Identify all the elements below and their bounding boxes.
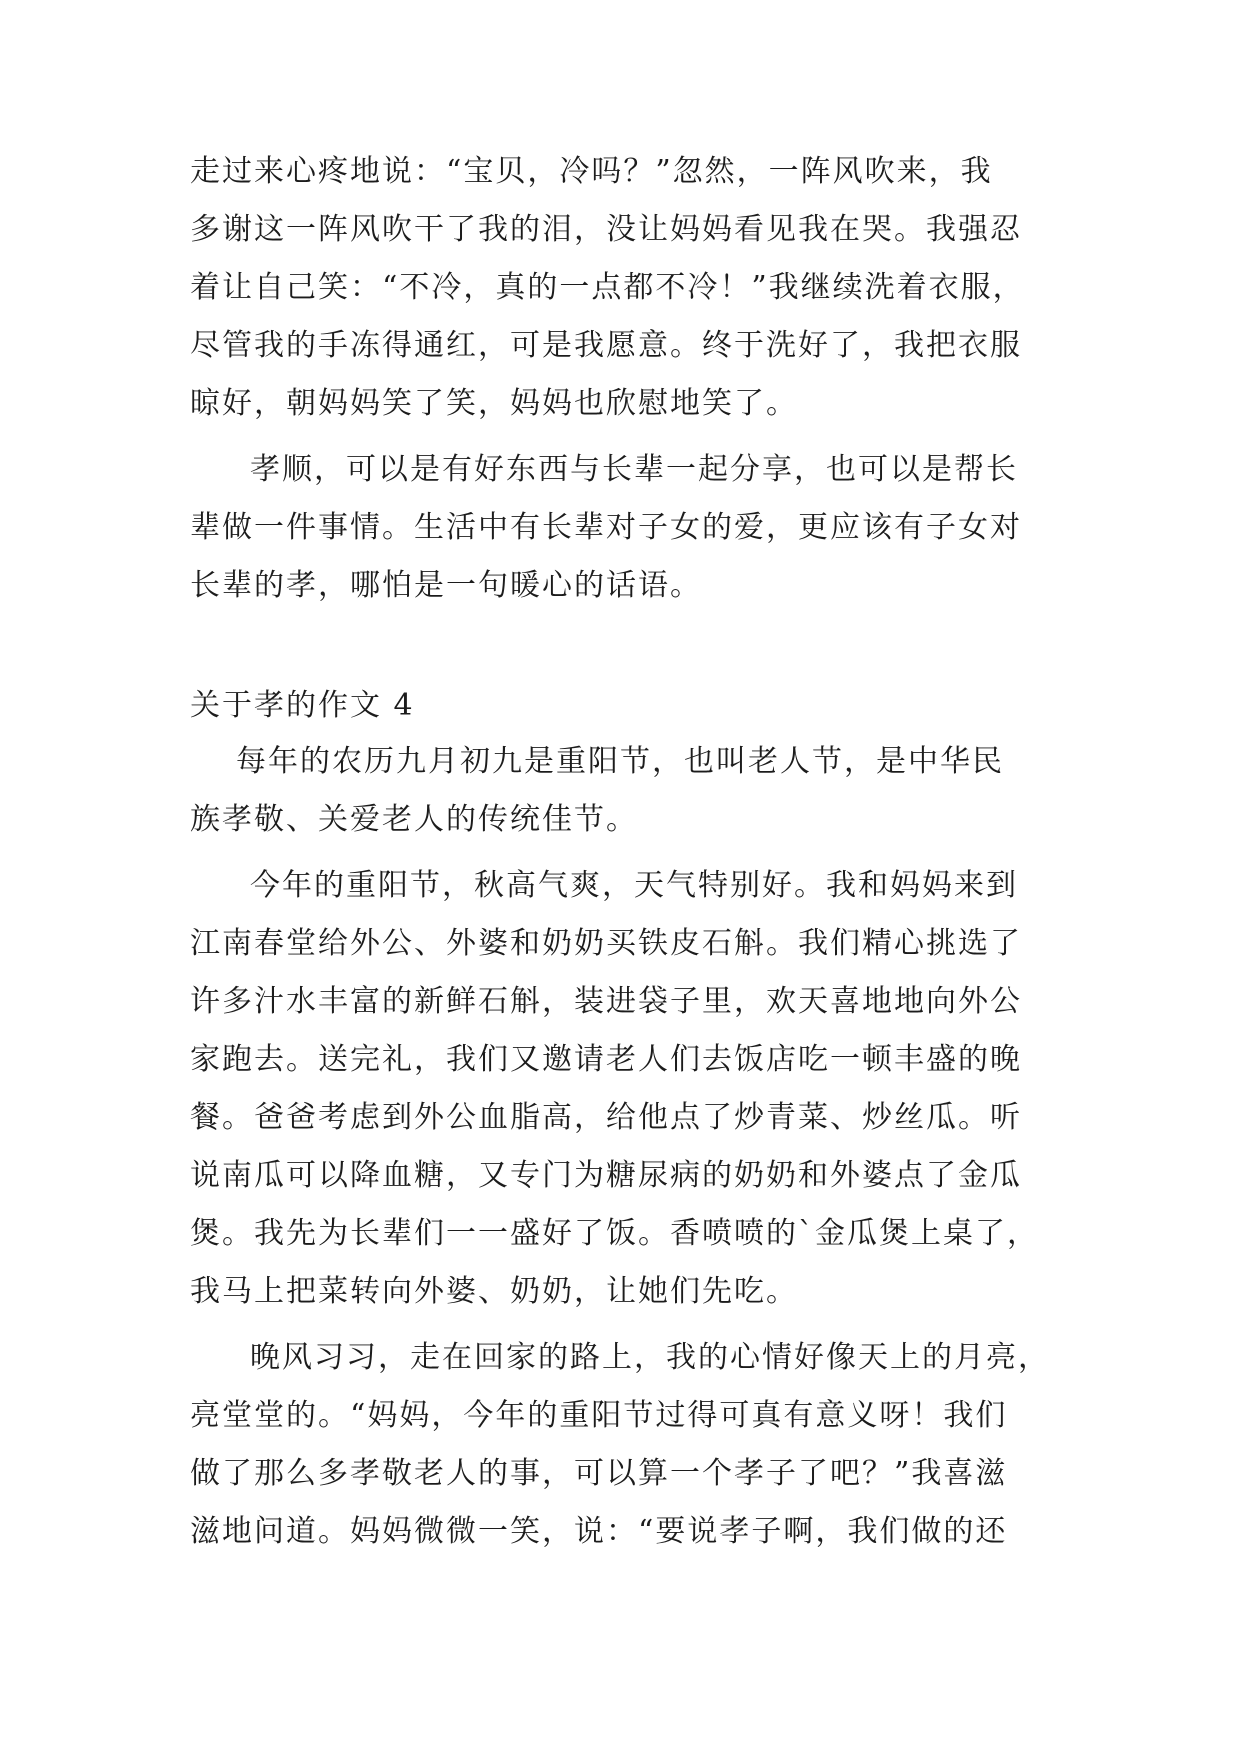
paragraph-line: 煲。我先为长辈们一一盛好了饭。香喷喷的`金瓜煲上桌了， (190, 1216, 1039, 1251)
paragraph-line: 餐。爸爸考虑到外公血脂高，给他点了炒青菜、炒丝瓜。听 (190, 1100, 1022, 1135)
paragraph-line: 晚风习习，走在回家的路上，我的心情好像天上的月亮， (250, 1340, 1050, 1375)
paragraph-line: 辈做一件事情。生活中有长辈对子女的爱，更应该有子女对 (190, 510, 1022, 545)
paragraph-line: 家跑去。送完礼，我们又邀请老人们去饭店吃一顿丰盛的晚 (190, 1042, 1022, 1077)
paragraph-line: 许多汁水丰富的新鲜石斛，装进袋子里，欢天喜地地向外公 (190, 984, 1022, 1019)
paragraph-line: 我马上把菜转向外婆、奶奶，让她们先吃。 (190, 1274, 798, 1309)
paragraph-line: 今年的重阳节，秋高气爽，天气特别好。我和妈妈来到 (250, 868, 1018, 903)
paragraph-line: 尽管我的手冻得通红，可是我愿意。终于洗好了，我把衣服 (190, 328, 1022, 363)
paragraph-line: 每年的农历九月初九是重阳节，也叫老人节，是中华民 (236, 744, 1004, 779)
paragraph-line: 走过来心疼地说：“宝贝，冷吗？”忽然，一阵风吹来，我 (190, 154, 993, 189)
paragraph-line: 江南春堂给外公、外婆和奶奶买铁皮石斛。我们精心挑选了 (190, 926, 1022, 961)
paragraph-line: 说南瓜可以降血糖，又专门为糖尿病的奶奶和外婆点了金瓜 (190, 1158, 1022, 1193)
paragraph-line: 晾好，朝妈妈笑了笑，妈妈也欣慰地笑了。 (190, 386, 798, 421)
section-title: 关于孝的作文 4 (190, 688, 415, 723)
paragraph-line: 亮堂堂的。“妈妈，今年的重阳节过得可真有意义呀！我们 (190, 1398, 1008, 1433)
paragraph-line: 滋地问道。妈妈微微一笑，说：“要说孝子啊，我们做的还 (190, 1514, 1008, 1549)
paragraph-line: 长辈的孝，哪怕是一句暖心的话语。 (190, 568, 702, 603)
paragraph-line: 族孝敬、关爱老人的传统佳节。 (190, 802, 638, 837)
paragraph-line: 孝顺，可以是有好东西与长辈一起分享，也可以是帮长 (250, 452, 1018, 487)
paragraph-line: 着让自己笑：“不冷，真的一点都不冷！”我继续洗着衣服， (190, 270, 1025, 305)
paragraph-line: 做了那么多孝敬老人的事，可以算一个孝子了吧？”我喜滋 (190, 1456, 1008, 1491)
paragraph-line: 多谢这一阵风吹干了我的泪，没让妈妈看见我在哭。我强忍 (190, 212, 1022, 247)
